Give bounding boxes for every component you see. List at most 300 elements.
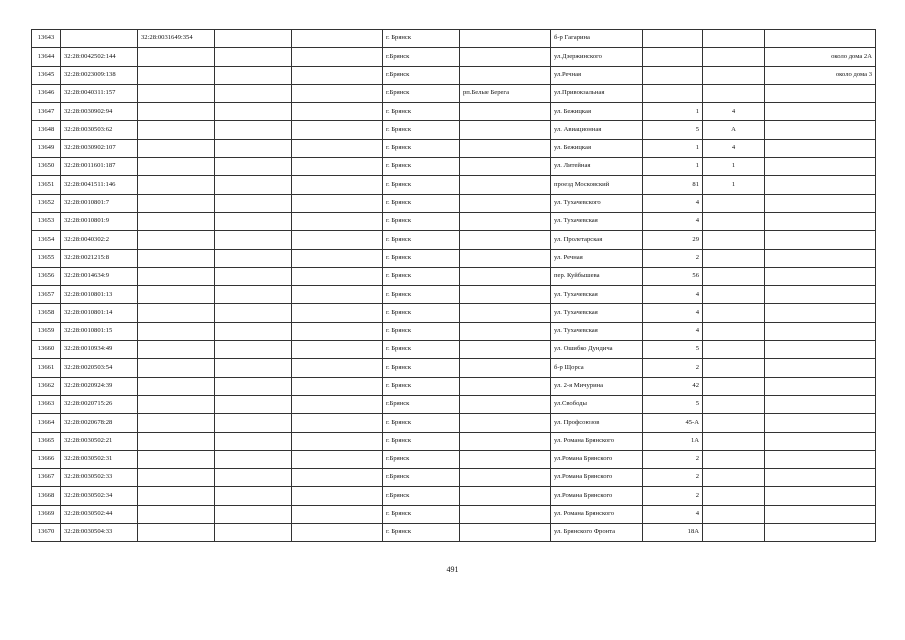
empty-cell [215, 450, 292, 468]
house-number: 1 [643, 139, 703, 157]
house-number: 4 [643, 194, 703, 212]
table-row [32, 158, 876, 176]
street-cell: ул. Пролетарская [551, 231, 643, 249]
row-number: 13658 [32, 304, 61, 322]
cadastral-number: 32:28:0030902:94 [61, 103, 138, 121]
city-cell: г. Брянск [383, 249, 460, 267]
table-row [32, 194, 876, 212]
house-number: 29 [643, 231, 703, 249]
note-cell [765, 322, 876, 340]
empty-cell [292, 524, 383, 542]
empty-cell [215, 414, 292, 432]
city-cell: г. Брянск [383, 377, 460, 395]
table-row [32, 414, 876, 432]
table-row [32, 267, 876, 285]
cadastral-number-alt [138, 487, 215, 505]
city-cell: г.Брянск [383, 48, 460, 66]
cadastral-number-alt: 32:28:0031649:354 [138, 30, 215, 48]
house-number: 2 [643, 450, 703, 468]
building-letter [703, 48, 765, 66]
house-number: 2 [643, 359, 703, 377]
cadastral-number-alt [138, 139, 215, 157]
note-cell [765, 267, 876, 285]
row-number: 13653 [32, 212, 61, 230]
building-letter [703, 377, 765, 395]
city-cell: г. Брянск [383, 231, 460, 249]
city-cell: г. Брянск [383, 158, 460, 176]
empty-cell [215, 103, 292, 121]
table-row [32, 121, 876, 139]
table-row [32, 231, 876, 249]
district-cell [460, 341, 551, 359]
cadastral-number-alt [138, 322, 215, 340]
empty-cell [292, 48, 383, 66]
table-row [32, 524, 876, 542]
cadastral-number-alt [138, 48, 215, 66]
cadastral-number-alt [138, 231, 215, 249]
note-cell [765, 249, 876, 267]
cadastral-number-alt [138, 359, 215, 377]
district-cell [460, 30, 551, 48]
empty-cell [215, 395, 292, 413]
table-row [32, 377, 876, 395]
empty-cell [292, 487, 383, 505]
city-cell: г.Брянск [383, 66, 460, 84]
note-cell [765, 231, 876, 249]
house-number: 1 [643, 103, 703, 121]
empty-cell [215, 359, 292, 377]
note-cell [765, 414, 876, 432]
row-number: 13666 [32, 450, 61, 468]
district-cell [460, 121, 551, 139]
note-cell [765, 139, 876, 157]
building-letter [703, 395, 765, 413]
building-letter [703, 231, 765, 249]
district-cell [460, 524, 551, 542]
street-cell: ул. Романа Брянского [551, 505, 643, 523]
street-cell: б-р Гагарина [551, 30, 643, 48]
cadastral-number: 32:28:0030502:33 [61, 469, 138, 487]
street-cell: ул. Речная [551, 249, 643, 267]
cadastral-number-alt [138, 121, 215, 139]
cadastral-number: 32:28:0042502:144 [61, 48, 138, 66]
empty-cell [292, 322, 383, 340]
street-cell: ул. 2-я Мичурина [551, 377, 643, 395]
table-row [32, 469, 876, 487]
empty-cell [292, 304, 383, 322]
cadastral-number: 32:28:0010801:9 [61, 212, 138, 230]
street-cell: ул. Профсоюзов [551, 414, 643, 432]
empty-cell [215, 48, 292, 66]
row-number: 13668 [32, 487, 61, 505]
table-row [32, 249, 876, 267]
empty-cell [292, 377, 383, 395]
building-letter [703, 469, 765, 487]
cadastral-number-alt [138, 103, 215, 121]
note-cell [765, 212, 876, 230]
house-number: 2 [643, 469, 703, 487]
house-number: 5 [643, 341, 703, 359]
cadastral-number-alt [138, 469, 215, 487]
empty-cell [215, 249, 292, 267]
building-letter [703, 267, 765, 285]
street-cell: ул. Брянского Фронта [551, 524, 643, 542]
street-cell: ул. Бежицкая [551, 103, 643, 121]
street-cell: ул.Свободы [551, 395, 643, 413]
city-cell: г.Брянск [383, 84, 460, 102]
row-number: 13643 [32, 30, 61, 48]
empty-cell [292, 469, 383, 487]
building-letter [703, 66, 765, 84]
city-cell: г. Брянск [383, 30, 460, 48]
table-row [32, 322, 876, 340]
district-cell: рп.Белые Берега [460, 84, 551, 102]
page-number: 491 [446, 565, 459, 574]
district-cell [460, 249, 551, 267]
table-row [32, 84, 876, 102]
city-cell: г. Брянск [383, 359, 460, 377]
row-number: 13656 [32, 267, 61, 285]
district-cell [460, 322, 551, 340]
district-cell [460, 469, 551, 487]
house-number [643, 48, 703, 66]
cadastral-number: 32:28:0020924:39 [61, 377, 138, 395]
house-number: 45-А [643, 414, 703, 432]
empty-cell [292, 432, 383, 450]
cadastral-number: 32:28:0010801:15 [61, 322, 138, 340]
cadastral-number: 32:28:0040311:157 [61, 84, 138, 102]
table-row [32, 432, 876, 450]
cadastral-number-alt [138, 194, 215, 212]
cadastral-number: 32:28:0010801:7 [61, 194, 138, 212]
house-number: 2 [643, 487, 703, 505]
cadastral-number-alt [138, 450, 215, 468]
street-cell: ул. Ошибко Дундича [551, 341, 643, 359]
district-cell [460, 267, 551, 285]
note-cell [765, 359, 876, 377]
empty-cell [215, 524, 292, 542]
street-cell: ул. Тухачевская [551, 322, 643, 340]
cadastral-number-alt [138, 249, 215, 267]
empty-cell [292, 66, 383, 84]
cadastral-number-alt [138, 66, 215, 84]
empty-cell [215, 30, 292, 48]
building-letter [703, 322, 765, 340]
note-cell: около дома 3 [765, 66, 876, 84]
row-number: 13652 [32, 194, 61, 212]
district-cell [460, 359, 551, 377]
note-cell [765, 158, 876, 176]
cadastral-number: 32:28:0030503:62 [61, 121, 138, 139]
row-number: 13649 [32, 139, 61, 157]
city-cell: г. Брянск [383, 505, 460, 523]
registry-rows [32, 30, 876, 542]
house-number: 4 [643, 304, 703, 322]
table-row [32, 30, 876, 48]
empty-cell [215, 377, 292, 395]
street-cell: ул. Тухачевская [551, 304, 643, 322]
row-number: 13662 [32, 377, 61, 395]
building-letter [703, 414, 765, 432]
building-letter [703, 524, 765, 542]
note-cell [765, 121, 876, 139]
table-row [32, 139, 876, 157]
empty-cell [215, 194, 292, 212]
district-cell [460, 158, 551, 176]
cadastral-number: 32:28:0030502:31 [61, 450, 138, 468]
district-cell [460, 304, 551, 322]
empty-cell [292, 414, 383, 432]
street-cell: проезд Московский [551, 176, 643, 194]
row-number: 13661 [32, 359, 61, 377]
district-cell [460, 103, 551, 121]
house-number: 1 [643, 158, 703, 176]
district-cell [460, 286, 551, 304]
table-row [32, 286, 876, 304]
row-number: 13663 [32, 395, 61, 413]
empty-cell [292, 139, 383, 157]
district-cell [460, 395, 551, 413]
table-row [32, 66, 876, 84]
district-cell [460, 139, 551, 157]
empty-cell [215, 286, 292, 304]
building-letter [703, 30, 765, 48]
street-cell: ул. Авиационная [551, 121, 643, 139]
cadastral-number-alt [138, 524, 215, 542]
cadastral-number: 32:28:0041511:146 [61, 176, 138, 194]
street-cell: пер. Куйбышева [551, 267, 643, 285]
city-cell: г. Брянск [383, 341, 460, 359]
house-number [643, 66, 703, 84]
street-cell: ул.Романа Брянского [551, 469, 643, 487]
house-number: 5 [643, 395, 703, 413]
district-cell [460, 450, 551, 468]
building-letter: 4 [703, 139, 765, 157]
empty-cell [215, 469, 292, 487]
cadastral-number: 32:28:0020678:28 [61, 414, 138, 432]
cadastral-number: 32:28:0010801:14 [61, 304, 138, 322]
note-cell [765, 432, 876, 450]
district-cell [460, 487, 551, 505]
cadastral-number-alt [138, 267, 215, 285]
cadastral-number-alt [138, 212, 215, 230]
empty-cell [215, 487, 292, 505]
building-letter [703, 450, 765, 468]
building-letter [703, 286, 765, 304]
empty-cell [215, 158, 292, 176]
building-letter [703, 432, 765, 450]
note-cell [765, 176, 876, 194]
district-cell [460, 414, 551, 432]
empty-cell [292, 505, 383, 523]
note-cell [765, 304, 876, 322]
street-cell: ул.Речная [551, 66, 643, 84]
cadastral-number: 32:28:0020503:54 [61, 359, 138, 377]
city-cell: г. Брянск [383, 432, 460, 450]
empty-cell [292, 176, 383, 194]
row-number: 13651 [32, 176, 61, 194]
district-cell [460, 194, 551, 212]
district-cell [460, 432, 551, 450]
cadastral-number-alt [138, 176, 215, 194]
cadastral-number: 32:28:0014634:9 [61, 267, 138, 285]
house-number: 1А [643, 432, 703, 450]
building-letter [703, 341, 765, 359]
registry-table [31, 29, 876, 542]
cadastral-number: 32:28:0020715:26 [61, 395, 138, 413]
street-cell: ул. Тухачевская [551, 212, 643, 230]
row-number: 13659 [32, 322, 61, 340]
cadastral-number-alt [138, 286, 215, 304]
cadastral-number-alt [138, 395, 215, 413]
cadastral-number-alt [138, 377, 215, 395]
city-cell: г. Брянск [383, 121, 460, 139]
empty-cell [215, 84, 292, 102]
cadastral-number: 32:28:0011601:187 [61, 158, 138, 176]
note-cell [765, 377, 876, 395]
table-row [32, 212, 876, 230]
row-number: 13664 [32, 414, 61, 432]
city-cell: г. Брянск [383, 212, 460, 230]
city-cell: г.Брянск [383, 395, 460, 413]
cadastral-number: 32:28:0030902:107 [61, 139, 138, 157]
city-cell: г. Брянск [383, 139, 460, 157]
row-number: 13670 [32, 524, 61, 542]
row-number: 13646 [32, 84, 61, 102]
building-letter: А [703, 121, 765, 139]
empty-cell [292, 194, 383, 212]
street-cell: б-р Щорса [551, 359, 643, 377]
empty-cell [215, 66, 292, 84]
note-cell [765, 469, 876, 487]
building-letter [703, 304, 765, 322]
row-number: 13650 [32, 158, 61, 176]
cadastral-number-alt [138, 414, 215, 432]
row-number: 13657 [32, 286, 61, 304]
empty-cell [215, 231, 292, 249]
city-cell: г. Брянск [383, 322, 460, 340]
empty-cell [215, 121, 292, 139]
note-cell [765, 487, 876, 505]
city-cell: г. Брянск [383, 176, 460, 194]
house-number: 18А [643, 524, 703, 542]
street-cell: ул. Литейная [551, 158, 643, 176]
row-number: 13644 [32, 48, 61, 66]
cadastral-number [61, 30, 138, 48]
house-number: 42 [643, 377, 703, 395]
empty-cell [215, 139, 292, 157]
row-number: 13645 [32, 66, 61, 84]
building-letter [703, 505, 765, 523]
table-row [32, 304, 876, 322]
district-cell [460, 176, 551, 194]
city-cell: г. Брянск [383, 103, 460, 121]
building-letter [703, 249, 765, 267]
city-cell: г.Брянск [383, 469, 460, 487]
cadastral-number: 32:28:0010801:13 [61, 286, 138, 304]
street-cell: ул.Романа Брянского [551, 450, 643, 468]
house-number: 4 [643, 212, 703, 230]
empty-cell [215, 322, 292, 340]
row-number: 13648 [32, 121, 61, 139]
empty-cell [215, 212, 292, 230]
district-cell [460, 48, 551, 66]
building-letter [703, 359, 765, 377]
empty-cell [215, 505, 292, 523]
row-number: 13647 [32, 103, 61, 121]
building-letter [703, 84, 765, 102]
district-cell [460, 231, 551, 249]
building-letter: 1 [703, 176, 765, 194]
table-row [32, 450, 876, 468]
district-cell [460, 377, 551, 395]
empty-cell [292, 84, 383, 102]
table-row [32, 341, 876, 359]
empty-cell [292, 231, 383, 249]
house-number [643, 30, 703, 48]
row-number: 13669 [32, 505, 61, 523]
house-number: 2 [643, 249, 703, 267]
note-cell [765, 450, 876, 468]
cadastral-number: 32:28:0040302:2 [61, 231, 138, 249]
table-row [32, 487, 876, 505]
note-cell [765, 194, 876, 212]
cadastral-number-alt [138, 505, 215, 523]
house-number: 4 [643, 505, 703, 523]
district-cell [460, 505, 551, 523]
table-row [32, 505, 876, 523]
street-cell: ул.Привокзальная [551, 84, 643, 102]
empty-cell [292, 341, 383, 359]
street-cell: ул. Романа Брянского [551, 432, 643, 450]
house-number: 5 [643, 121, 703, 139]
empty-cell [292, 212, 383, 230]
city-cell: г. Брянск [383, 194, 460, 212]
empty-cell [292, 395, 383, 413]
city-cell: г.Брянск [383, 487, 460, 505]
city-cell: г. Брянск [383, 267, 460, 285]
note-cell [765, 505, 876, 523]
empty-cell [292, 286, 383, 304]
empty-cell [215, 341, 292, 359]
cadastral-number-alt [138, 304, 215, 322]
table-row [32, 176, 876, 194]
house-number: 4 [643, 286, 703, 304]
street-cell: ул. Тухачевская [551, 286, 643, 304]
district-cell [460, 66, 551, 84]
empty-cell [215, 176, 292, 194]
empty-cell [292, 249, 383, 267]
cadastral-number-alt [138, 432, 215, 450]
street-cell: ул.Романа Брянского [551, 487, 643, 505]
city-cell: г. Брянск [383, 286, 460, 304]
city-cell: г.Брянск [383, 450, 460, 468]
cadastral-number: 32:28:0030502:21 [61, 432, 138, 450]
cadastral-number: 32:28:0030504:33 [61, 524, 138, 542]
cadastral-number: 32:28:0021215:8 [61, 249, 138, 267]
empty-cell [292, 158, 383, 176]
row-number: 13660 [32, 341, 61, 359]
city-cell: г. Брянск [383, 304, 460, 322]
cadastral-number-alt [138, 158, 215, 176]
note-cell [765, 30, 876, 48]
building-letter: 4 [703, 103, 765, 121]
street-cell: ул. Тухачевского [551, 194, 643, 212]
empty-cell [292, 450, 383, 468]
note-cell: около дома 2А [765, 48, 876, 66]
note-cell [765, 395, 876, 413]
empty-cell [292, 359, 383, 377]
